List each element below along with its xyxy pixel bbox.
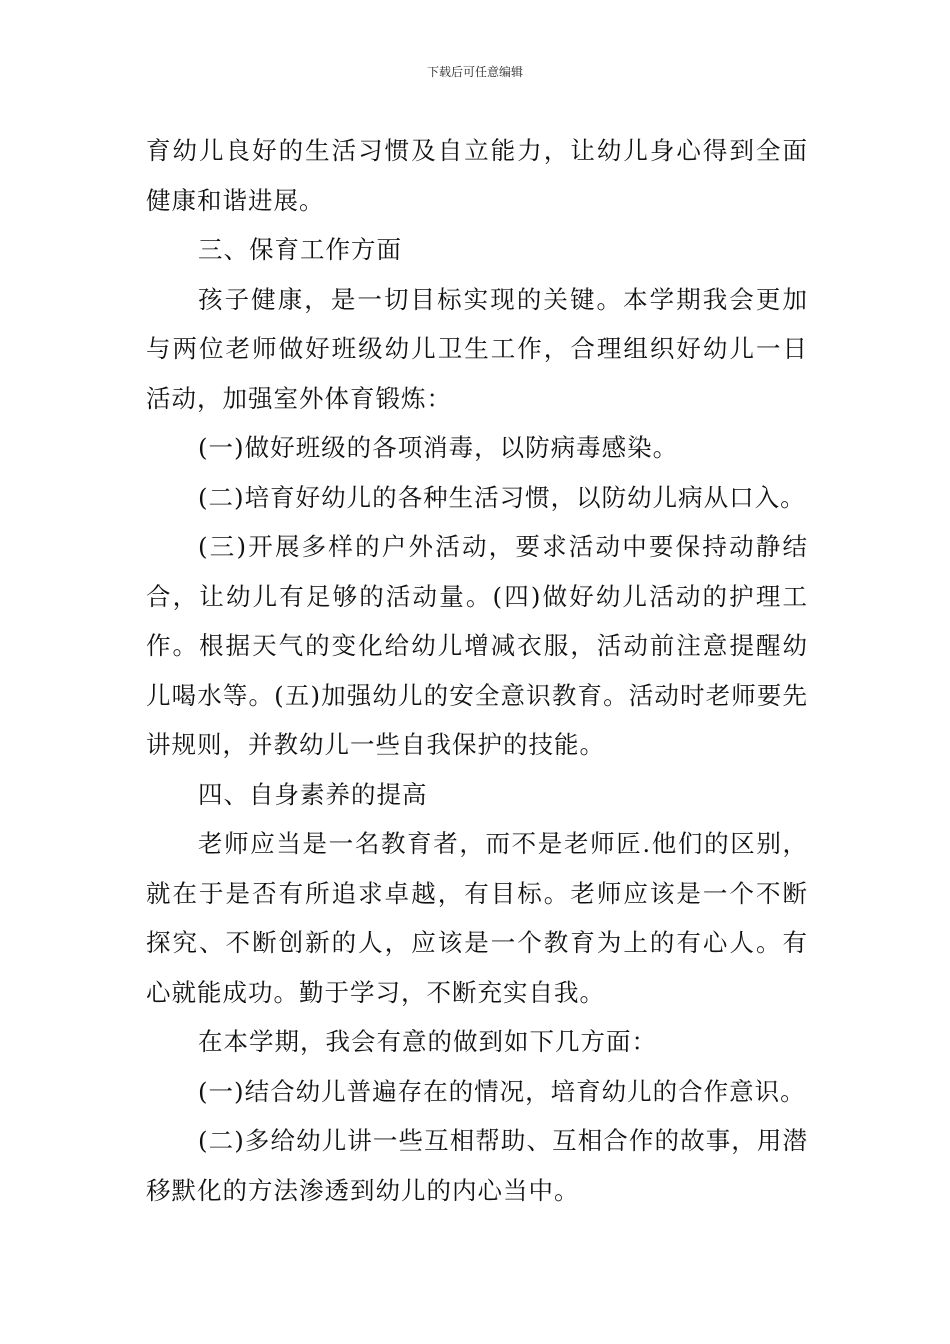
list-item-4: (一)结合幼儿普遍存在的情况，培育幼儿的合作意识。 [198, 1076, 806, 1106]
list-item-3: (三)开展多样的户外活动，要求活动中要保持动静结合，让幼儿有足够的活动量。(四)做好幼儿活动的护理工作。根据天气的变化给幼儿增减衣服，活动前注意提醒幼儿喝水等。(五)加强幼儿的安全意识教育。活动时老师要先讲规则，并教幼儿一些自我保护的技能。 [146, 532, 808, 759]
list-item-5: (二)多给幼儿讲一些互相帮助、互相合作的故事，用潜移默化的方法渗透到幼儿的内心当中。 [146, 1126, 808, 1205]
paragraph-3: 孩子健康，是一切目标实现的关键。本学期我会更加与两位老师做好班级幼儿卫生工作，合理组织好幼儿一日活动，加强室外体育锻炼： [146, 284, 808, 413]
document-body [146, 126, 808, 1215]
page-header-note: 下载后可任意编辑 [426, 65, 523, 79]
section-heading-3: 三、保育工作方面 [198, 235, 402, 264]
list-item-2: (二)培育好幼儿的各种生活习惯，以防幼儿病从口入。 [198, 482, 806, 512]
section-heading-4: 四、自身素养的提高 [198, 779, 428, 809]
list-item-1: (一)做好班级的各项消毒，以防病毒感染。 [198, 433, 679, 462]
paragraph-9: 在本学期，我会有意的做到如下几方面： [198, 1027, 657, 1056]
paragraph-1: 育幼儿良好的生活习惯及自立能力，让幼儿身心得到全面健康和谐进展。 [146, 136, 808, 215]
paragraph-8: 老师应当是一名教育者，而不是老师匠.他们的区别，就在于是否有所追求卓越，有目标。老师应该是一个不断探究、不断创新的人，应该是一个教育为上的有心人。有心就能成功。勤于学习，不断充实自我。 [146, 829, 808, 1007]
